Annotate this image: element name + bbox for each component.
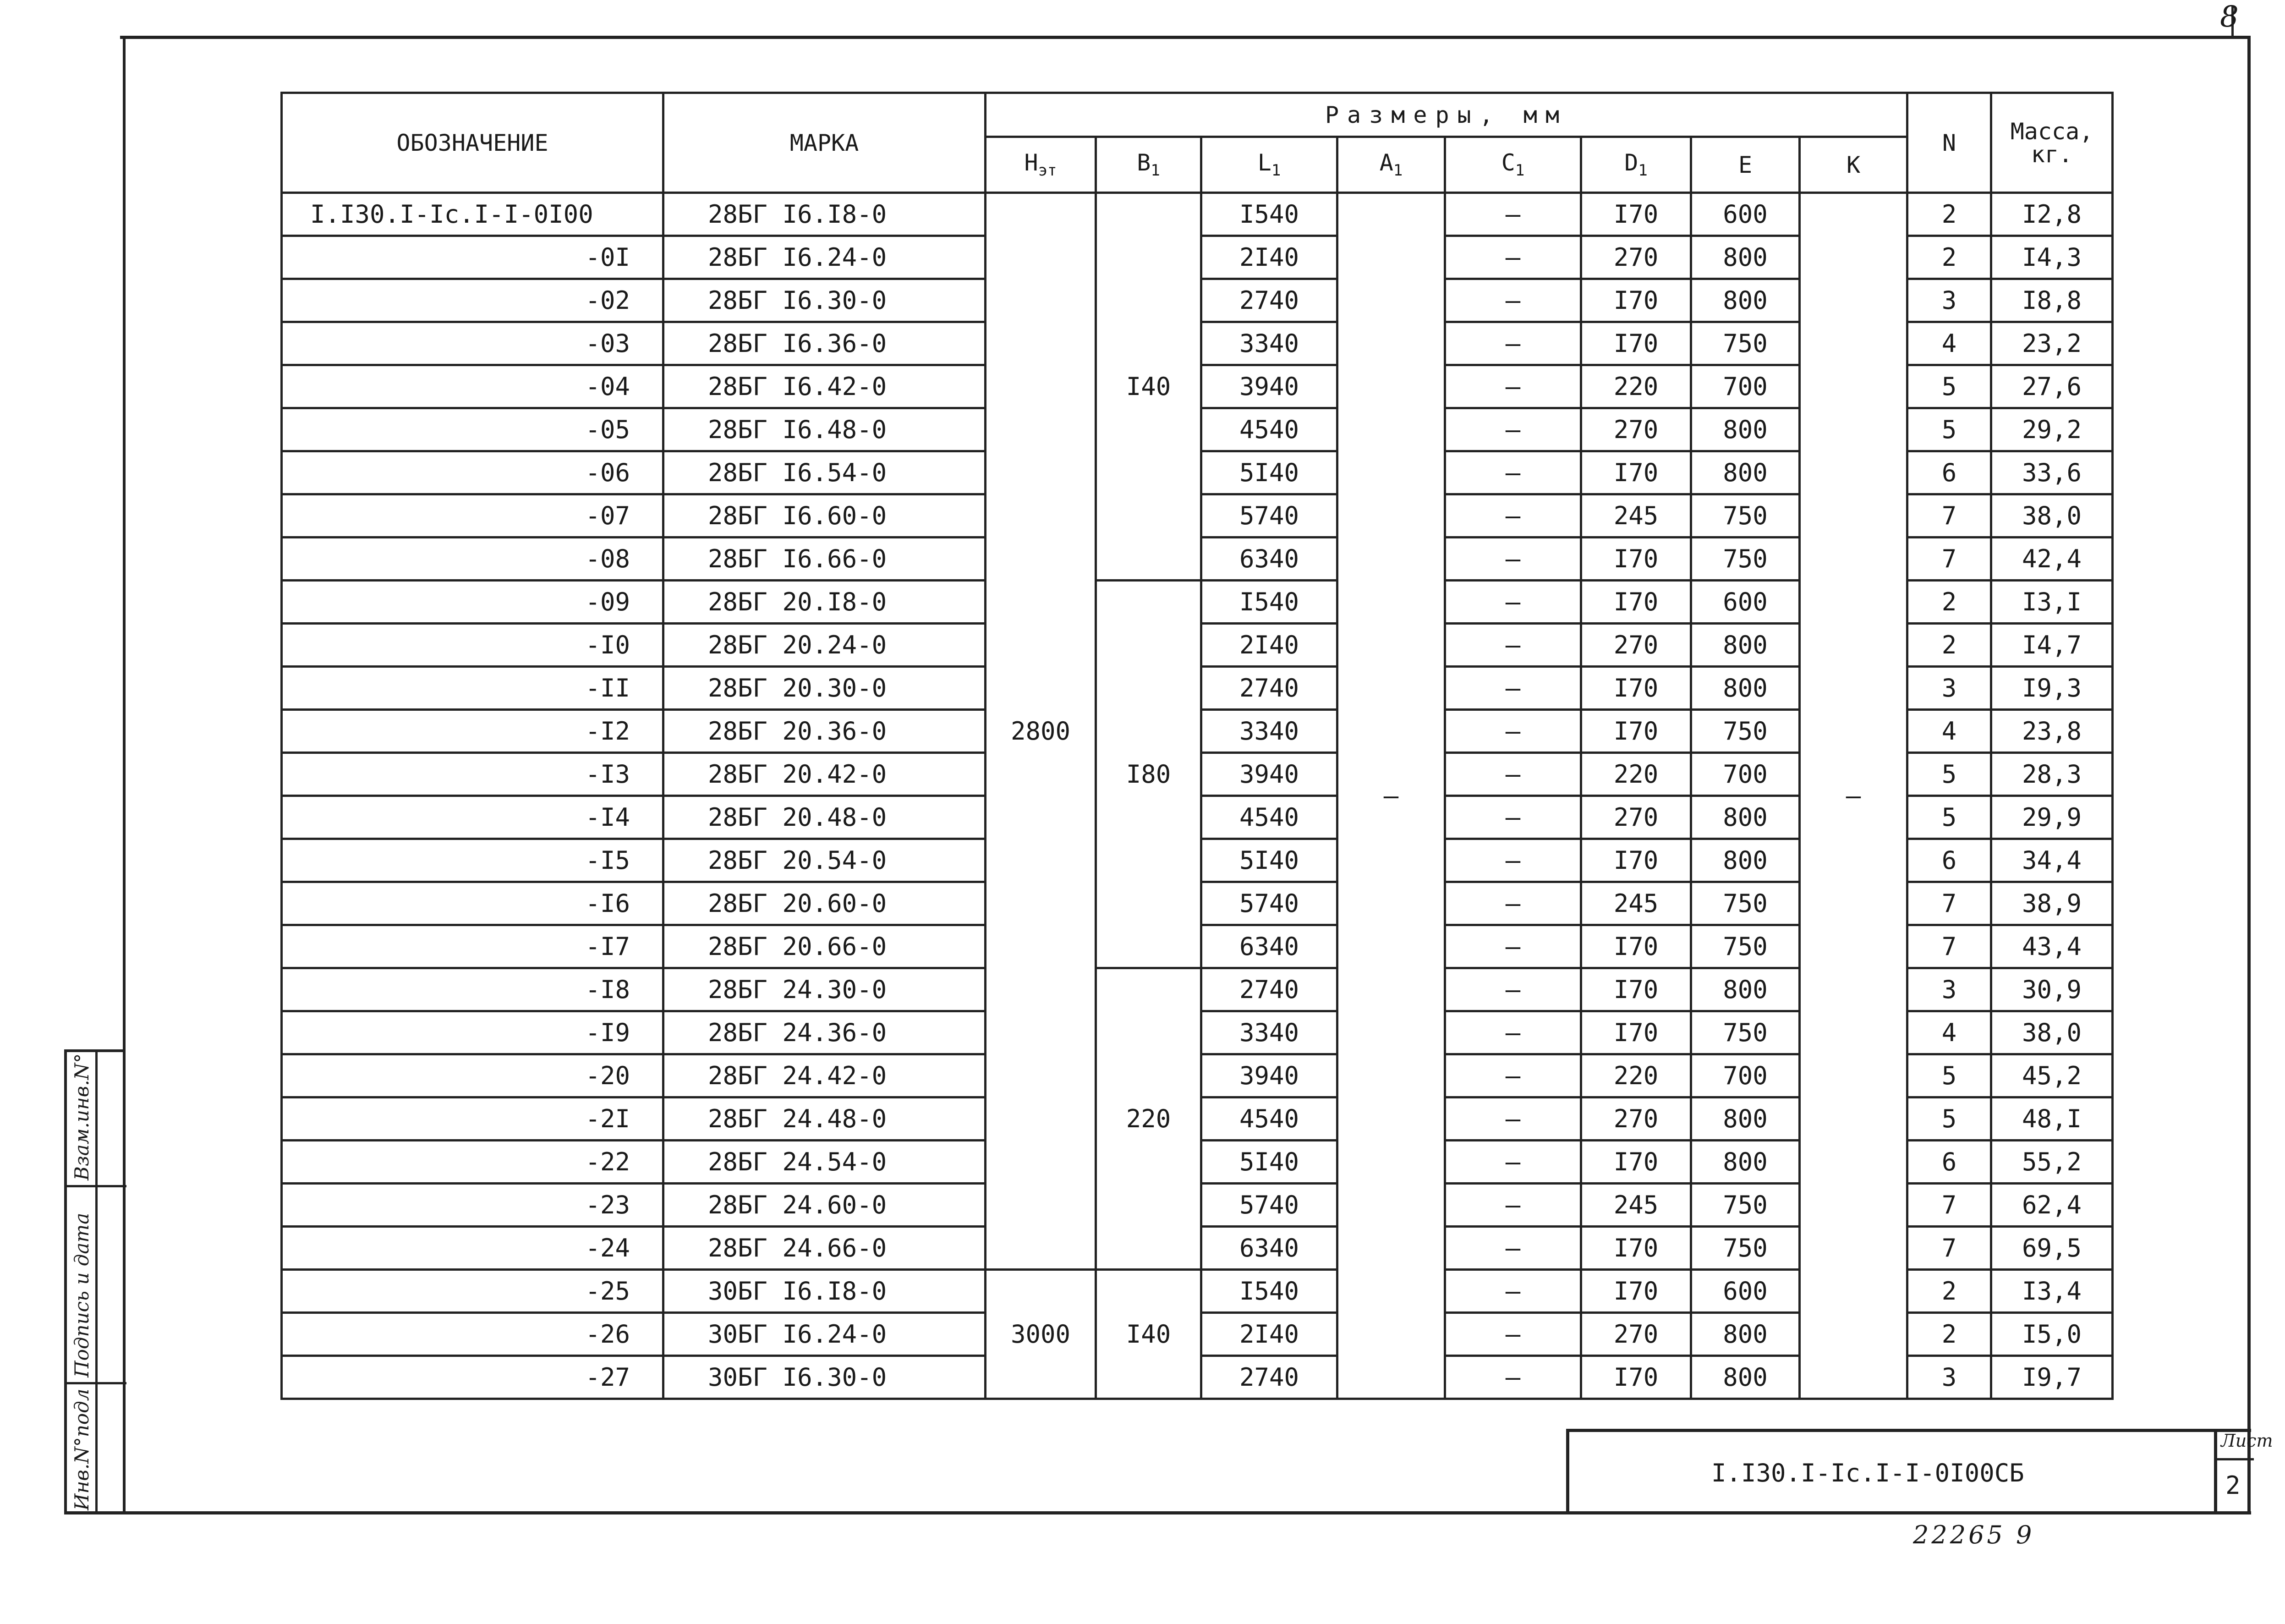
cell-n: 7 [1907, 1184, 1991, 1227]
cell-d1: 220 [1581, 753, 1691, 796]
cell-l1: 3940 [1201, 365, 1337, 408]
cell-designation: -I8 [282, 968, 663, 1011]
cell-designation: -06 [282, 451, 663, 494]
cell-c1: – [1445, 1227, 1581, 1270]
header-mass: Масса, кг. [1991, 93, 2113, 193]
cell-n: 7 [1907, 1227, 1991, 1270]
cell-d1: 270 [1581, 1097, 1691, 1141]
cell-designation: -25 [282, 1270, 663, 1313]
cell-e: 750 [1691, 1184, 1800, 1227]
cell-a1-dash: – [1337, 193, 1445, 1399]
sidebar-vzam-inv: Взам.инв.N° [71, 1053, 93, 1180]
cell-n: 3 [1907, 279, 1991, 322]
cell-d1: I70 [1581, 925, 1691, 968]
cell-mass: 38,0 [1991, 1011, 2113, 1054]
cell-b1-180: I80 [1096, 581, 1201, 968]
cell-mark: 28БГ I6.36-0 [663, 322, 986, 365]
cell-n: 4 [1907, 710, 1991, 753]
cell-l1: I540 [1201, 1270, 1337, 1313]
sidebar-divider [67, 1382, 126, 1384]
cell-d1: I70 [1581, 667, 1691, 710]
cell-c1: – [1445, 279, 1581, 322]
cell-n: 3 [1907, 1356, 1991, 1399]
cell-mass: I9,3 [1991, 667, 2113, 710]
header-e: E [1691, 137, 1800, 193]
cell-d1: I70 [1581, 710, 1691, 753]
cell-e: 700 [1691, 1054, 1800, 1097]
cell-designation: -27 [282, 1356, 663, 1399]
cell-l1: 5I40 [1201, 1141, 1337, 1184]
cell-d1: I70 [1581, 581, 1691, 624]
cell-n: 5 [1907, 365, 1991, 408]
cell-mass: I3,I [1991, 581, 2113, 624]
cell-designation: -I0 [282, 624, 663, 667]
header-l1: $L_1$ [1201, 137, 1337, 193]
cell-c1: – [1445, 1054, 1581, 1097]
cell-mark: 28БГ 20.66-0 [663, 925, 986, 968]
cell-n: 2 [1907, 236, 1991, 279]
cell-designation: -2I [282, 1097, 663, 1141]
cell-c1: – [1445, 494, 1581, 538]
cell-d1: I70 [1581, 839, 1691, 882]
cell-e: 800 [1691, 1141, 1800, 1184]
cell-l1: 2740 [1201, 667, 1337, 710]
corner-page-number: 8 [2220, 0, 2239, 34]
cell-mark: 28БГ 24.30-0 [663, 968, 986, 1011]
cell-mark: 28БГ I6.66-0 [663, 538, 986, 581]
cell-d1: 245 [1581, 494, 1691, 538]
cell-l1: 5740 [1201, 1184, 1337, 1227]
cell-c1: – [1445, 710, 1581, 753]
cell-c1: – [1445, 193, 1581, 236]
cell-l1: 2740 [1201, 1356, 1337, 1399]
cell-e: 800 [1691, 968, 1800, 1011]
cell-b1-140: I40 [1096, 193, 1201, 581]
cell-c1: – [1445, 1141, 1581, 1184]
cell-n: 7 [1907, 882, 1991, 925]
cell-n: 6 [1907, 1141, 1991, 1184]
cell-e: 800 [1691, 279, 1800, 322]
cell-d1: I70 [1581, 1011, 1691, 1054]
cell-mark: 28БГ I6.60-0 [663, 494, 986, 538]
cell-l1: 5740 [1201, 882, 1337, 925]
cell-b1-140-second: I40 [1096, 1270, 1201, 1399]
cell-l1: 4540 [1201, 408, 1337, 451]
header-h-et: $H_{эт}$ [986, 137, 1096, 193]
cell-d1: I70 [1581, 968, 1691, 1011]
cell-mark: 30БГ I6.24-0 [663, 1313, 986, 1356]
cell-mass: 29,9 [1991, 796, 2113, 839]
cell-designation: -I2 [282, 710, 663, 753]
cell-mass: 45,2 [1991, 1054, 2113, 1097]
cell-n: 6 [1907, 451, 1991, 494]
cell-mass: 27,6 [1991, 365, 2113, 408]
cell-d1: 220 [1581, 365, 1691, 408]
cell-d1: 220 [1581, 1054, 1691, 1097]
cell-mark: 28БГ 24.36-0 [663, 1011, 986, 1054]
cell-e: 800 [1691, 408, 1800, 451]
cell-d1: I70 [1581, 322, 1691, 365]
cell-n: 7 [1907, 494, 1991, 538]
cell-d1: I70 [1581, 1141, 1691, 1184]
cell-c1: – [1445, 408, 1581, 451]
cell-d1: I70 [1581, 1270, 1691, 1313]
cell-designation: -05 [282, 408, 663, 451]
cell-mark: 28БГ 24.60-0 [663, 1184, 986, 1227]
cell-h-et-2800: 2800 [986, 193, 1096, 1270]
cell-mass: 62,4 [1991, 1184, 2113, 1227]
cell-n: 6 [1907, 839, 1991, 882]
cell-l1: I540 [1201, 581, 1337, 624]
header-c1: $C_1$ [1445, 137, 1581, 193]
header-n: N [1907, 93, 1991, 193]
cell-c1: – [1445, 236, 1581, 279]
cell-n: 2 [1907, 1313, 1991, 1356]
sidebar-vertical-line [95, 1052, 98, 1512]
sidebar-divider [67, 1185, 126, 1187]
cell-c1: – [1445, 365, 1581, 408]
sidebar-podpis-data: Подпись и дата [71, 1213, 93, 1377]
cell-mark: 28БГ I6.30-0 [663, 279, 986, 322]
cell-l1: 5I40 [1201, 839, 1337, 882]
cell-l1: 3940 [1201, 753, 1337, 796]
cell-d1: 245 [1581, 1184, 1691, 1227]
cell-mark: 28БГ I6.54-0 [663, 451, 986, 494]
cell-l1: 3340 [1201, 710, 1337, 753]
cell-mark: 30БГ I6.30-0 [663, 1356, 986, 1399]
cell-l1: 6340 [1201, 538, 1337, 581]
cell-d1: 270 [1581, 796, 1691, 839]
cell-mark: 28БГ 20.I8-0 [663, 581, 986, 624]
cell-d1: I70 [1581, 1227, 1691, 1270]
cell-designation: -03 [282, 322, 663, 365]
cell-mark: 28БГ 24.66-0 [663, 1227, 986, 1270]
cell-mark: 28БГ 20.54-0 [663, 839, 986, 882]
cell-mark: 28БГ 24.42-0 [663, 1054, 986, 1097]
cell-mass: I5,0 [1991, 1313, 2113, 1356]
cell-mark: 28БГ 20.48-0 [663, 796, 986, 839]
cell-e: 800 [1691, 236, 1800, 279]
cell-l1: 2740 [1201, 279, 1337, 322]
cell-c1: – [1445, 839, 1581, 882]
cell-designation: -I6 [282, 882, 663, 925]
cell-mass: 55,2 [1991, 1141, 2113, 1184]
cell-e: 800 [1691, 1097, 1800, 1141]
cell-mass: I8,8 [1991, 279, 2113, 322]
cell-l1: 3940 [1201, 1054, 1337, 1097]
cell-mass: 42,4 [1991, 538, 2113, 581]
cell-l1: 6340 [1201, 1227, 1337, 1270]
cell-c1: – [1445, 882, 1581, 925]
sheet-label: Лист [2221, 1431, 2273, 1451]
cell-designation: -I4 [282, 796, 663, 839]
cell-d1: I70 [1581, 451, 1691, 494]
cell-mark: 28БГ I6.24-0 [663, 236, 986, 279]
cell-d1: 270 [1581, 624, 1691, 667]
cell-e: 750 [1691, 538, 1800, 581]
cell-e: 750 [1691, 710, 1800, 753]
cell-l1: 2I40 [1201, 624, 1337, 667]
cell-designation: -26 [282, 1313, 663, 1356]
cell-n: 5 [1907, 796, 1991, 839]
approval-sidebar [64, 1049, 124, 1514]
cell-mark: 28БГ I6.I8-0 [663, 193, 986, 236]
cell-l1: 2I40 [1201, 236, 1337, 279]
sidebar-inv-podl: Инв.N°подл [71, 1388, 93, 1510]
cell-n: 2 [1907, 1270, 1991, 1313]
cell-e: 800 [1691, 1356, 1800, 1399]
cell-l1: 5740 [1201, 494, 1337, 538]
cell-e: 600 [1691, 1270, 1800, 1313]
cell-mark: 30БГ I6.I8-0 [663, 1270, 986, 1313]
cell-l1: 6340 [1201, 925, 1337, 968]
cell-c1: – [1445, 1356, 1581, 1399]
cell-mass: 38,9 [1991, 882, 2113, 925]
cell-mass: 30,9 [1991, 968, 2113, 1011]
cell-d1: I70 [1581, 193, 1691, 236]
cell-mass: 23,8 [1991, 710, 2113, 753]
cell-n: 2 [1907, 581, 1991, 624]
cell-c1: – [1445, 322, 1581, 365]
header-sizes: Размеры, мм [986, 93, 1907, 137]
cell-c1: – [1445, 1313, 1581, 1356]
cell-mass: 33,6 [1991, 451, 2113, 494]
cell-mass: 34,4 [1991, 839, 2113, 882]
cell-n: 4 [1907, 1011, 1991, 1054]
cell-n: 7 [1907, 925, 1991, 968]
cell-mark: 28БГ 20.60-0 [663, 882, 986, 925]
cell-n: 4 [1907, 322, 1991, 365]
cell-mass: I4,7 [1991, 624, 2113, 667]
cell-mark: 28БГ 20.30-0 [663, 667, 986, 710]
sheet-number: 2 [2225, 1471, 2241, 1500]
cell-l1: 4540 [1201, 1097, 1337, 1141]
cell-e: 600 [1691, 193, 1800, 236]
cell-designation: -20 [282, 1054, 663, 1097]
cell-e: 750 [1691, 925, 1800, 968]
cell-c1: – [1445, 581, 1581, 624]
cell-l1: I540 [1201, 193, 1337, 236]
header-designation: ОБОЗНАЧЕНИЕ [282, 93, 663, 193]
cell-l1: 4540 [1201, 796, 1337, 839]
cell-c1: – [1445, 624, 1581, 667]
cell-designation: -08 [282, 538, 663, 581]
cell-e: 600 [1691, 581, 1800, 624]
cell-mass: 43,4 [1991, 925, 2113, 968]
cell-mark: 28БГ 20.42-0 [663, 753, 986, 796]
cell-n: 2 [1907, 624, 1991, 667]
cell-mass: I2,8 [1991, 193, 2113, 236]
cell-n: 7 [1907, 538, 1991, 581]
cell-mass: 29,2 [1991, 408, 2113, 451]
cell-c1: – [1445, 753, 1581, 796]
cell-e: 750 [1691, 1227, 1800, 1270]
cell-mass: 28,3 [1991, 753, 2113, 796]
cell-k-dash: – [1800, 193, 1907, 1399]
cell-c1: – [1445, 796, 1581, 839]
cell-n: 5 [1907, 408, 1991, 451]
cell-l1: 3340 [1201, 322, 1337, 365]
cell-l1: 2I40 [1201, 1313, 1337, 1356]
cell-mass: I9,7 [1991, 1356, 2113, 1399]
cell-e: 800 [1691, 624, 1800, 667]
cell-c1: – [1445, 538, 1581, 581]
cell-d1: 245 [1581, 882, 1691, 925]
cell-l1: 2740 [1201, 968, 1337, 1011]
cell-designation: -23 [282, 1184, 663, 1227]
header-mark: МАРКА [663, 93, 986, 193]
cell-n: 3 [1907, 968, 1991, 1011]
header-k: K [1800, 137, 1907, 193]
cell-designation: -I7 [282, 925, 663, 968]
specification-table [280, 92, 2114, 1400]
cell-n: 2 [1907, 193, 1991, 236]
cell-n: 5 [1907, 1054, 1991, 1097]
cell-e: 800 [1691, 839, 1800, 882]
cell-d1: 270 [1581, 236, 1691, 279]
cell-mark: 28БГ 20.24-0 [663, 624, 986, 667]
cell-designation: -0I [282, 236, 663, 279]
cell-e: 700 [1691, 365, 1800, 408]
cell-d1: 270 [1581, 1313, 1691, 1356]
cell-e: 750 [1691, 882, 1800, 925]
cell-designation: -24 [282, 1227, 663, 1270]
cell-designation: -I3 [282, 753, 663, 796]
cell-c1: – [1445, 667, 1581, 710]
cell-h-et-3000: 3000 [986, 1270, 1096, 1399]
cell-mass: I4,3 [1991, 236, 2113, 279]
cell-c1: – [1445, 1184, 1581, 1227]
cell-mark: 28БГ 20.36-0 [663, 710, 986, 753]
cell-e: 800 [1691, 796, 1800, 839]
cell-designation: -II [282, 667, 663, 710]
cell-mark: 28БГ 24.54-0 [663, 1141, 986, 1184]
cell-d1: 270 [1581, 408, 1691, 451]
cell-d1: I70 [1581, 538, 1691, 581]
cell-e: 750 [1691, 1011, 1800, 1054]
document-code: I.I30.I-Ic.I-I-0I00СБ [1711, 1459, 2024, 1487]
cell-designation: -22 [282, 1141, 663, 1184]
cell-n: 3 [1907, 667, 1991, 710]
cell-designation: -09 [282, 581, 663, 624]
cell-d1: I70 [1581, 1356, 1691, 1399]
cell-mass: 23,2 [1991, 322, 2113, 365]
cell-designation: -I9 [282, 1011, 663, 1054]
cell-l1: 5I40 [1201, 451, 1337, 494]
cell-c1: – [1445, 1270, 1581, 1313]
title-block [1566, 1429, 2251, 1514]
cell-c1: – [1445, 451, 1581, 494]
cell-designation: I.I30.I-Ic.I-I-0I00 [282, 193, 663, 236]
cell-c1: – [1445, 925, 1581, 968]
cell-c1: – [1445, 968, 1581, 1011]
cell-n: 5 [1907, 753, 1991, 796]
header-a1: $A_1$ [1337, 137, 1445, 193]
cell-e: 750 [1691, 322, 1800, 365]
cell-l1: 3340 [1201, 1011, 1337, 1054]
cell-mark: 28БГ I6.42-0 [663, 365, 986, 408]
cell-e: 800 [1691, 1313, 1800, 1356]
cell-designation: -04 [282, 365, 663, 408]
cell-designation: -I5 [282, 839, 663, 882]
sheet-box [2214, 1429, 2273, 1514]
cell-designation: -07 [282, 494, 663, 538]
cell-e: 800 [1691, 667, 1800, 710]
table-row [282, 193, 2113, 236]
cell-c1: – [1445, 1011, 1581, 1054]
cell-mass: I3,4 [1991, 1270, 2113, 1313]
cell-designation: -02 [282, 279, 663, 322]
header-b1: $B_1$ [1096, 137, 1201, 193]
cell-d1: I70 [1581, 279, 1691, 322]
sheet-divider [2217, 1458, 2254, 1460]
cell-e: 700 [1691, 753, 1800, 796]
cell-mark: 28БГ I6.48-0 [663, 408, 986, 451]
cell-mass: 69,5 [1991, 1227, 2113, 1270]
bottom-handwritten-note: 22265 9 [1913, 1520, 2035, 1549]
cell-e: 800 [1691, 451, 1800, 494]
cell-mass: 38,0 [1991, 494, 2113, 538]
cell-n: 5 [1907, 1097, 1991, 1141]
cell-c1: – [1445, 1097, 1581, 1141]
cell-e: 750 [1691, 494, 1800, 538]
header-d1: $D_1$ [1581, 137, 1691, 193]
cell-mark: 28БГ 24.48-0 [663, 1097, 986, 1141]
cell-mass: 48,I [1991, 1097, 2113, 1141]
cell-b1-220: 220 [1096, 968, 1201, 1270]
